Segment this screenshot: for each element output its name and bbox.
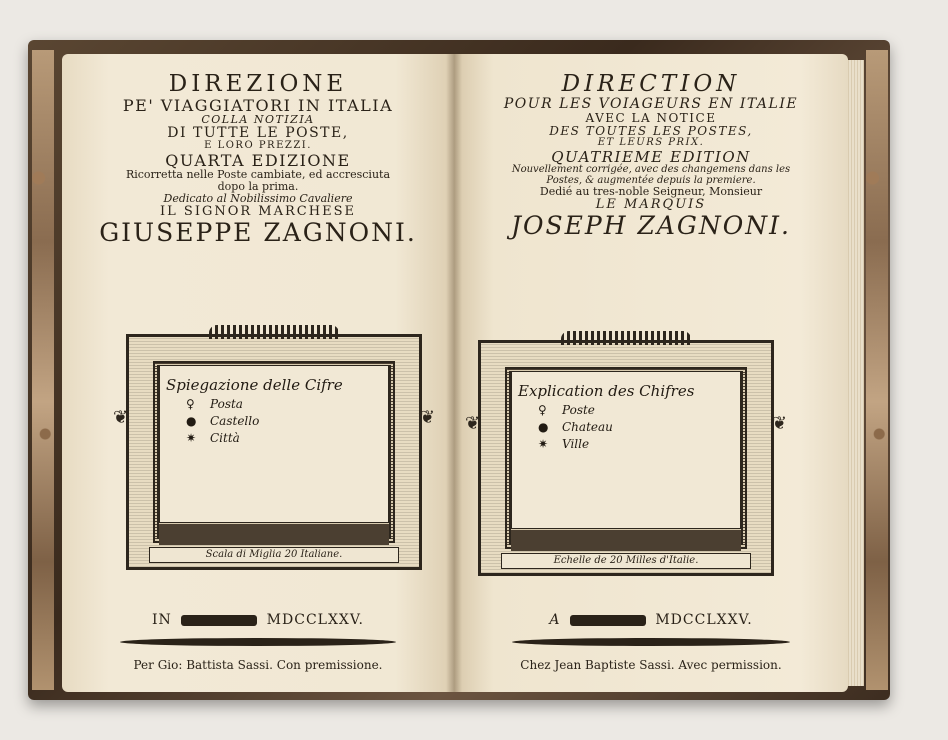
dedicatee-title: LE MARQUIS — [595, 197, 707, 213]
marbled-endpaper-right — [866, 50, 888, 690]
edition: QUARTA EDIZIONE — [165, 150, 351, 170]
right-page — [454, 54, 848, 692]
edition-note: Ricorretta nelle Poste cambiate, ed accresciuta — [125, 168, 391, 182]
subtitle-line: AVEC LA NOTICE — [585, 110, 717, 125]
dedicatee-name: JOSEPH ZAGNONI. — [511, 211, 791, 241]
printer-line: Chez Jean Baptiste Sassi. Avec permission. — [520, 658, 782, 672]
leaf-ornament-icon: ❦ — [771, 413, 787, 434]
left-title-block — [62, 72, 454, 246]
left-page — [62, 54, 454, 692]
subtitle: POUR LES VOIAGEURS EN ITALIE — [503, 95, 799, 112]
dedication: Dedicato al Nobilissimo Cavaliere — [163, 191, 353, 205]
crest-ornament — [561, 331, 691, 345]
frame-base — [511, 531, 741, 551]
crest-ornament — [209, 325, 339, 339]
engraved-frame — [465, 340, 787, 576]
book-gutter — [446, 54, 462, 692]
legend-item-city: ✷ Ville — [538, 437, 590, 451]
edition-note: dopo la prima. — [217, 180, 299, 194]
castle-icon: ● — [538, 420, 549, 434]
decorative-rule — [512, 638, 790, 646]
scale-label: Echelle de 20 Milles d'Italie. — [501, 553, 751, 569]
imprint: A MDCCLXXV. — [549, 612, 753, 628]
marbled-endpaper-left — [32, 50, 54, 690]
subtitle-line: E LORO PREZZI. — [204, 140, 312, 152]
legend-item-post: ♀ Posta — [186, 397, 243, 411]
right-title-block — [454, 72, 848, 239]
edition: QUATRIEME EDITION — [551, 147, 751, 166]
subtitle-line: ET LEURS PRIX. — [597, 136, 705, 148]
leaf-ornament-icon: ❦ — [419, 407, 435, 428]
post-icon: ♀ — [186, 397, 195, 411]
post-icon: ♀ — [538, 403, 547, 417]
page-edges — [846, 60, 864, 686]
subtitle-line: COLLA NOTIZIA — [201, 113, 315, 127]
dedicatee-name: GIUSEPPE ZAGNONI. — [99, 217, 417, 247]
engraved-frame — [113, 334, 435, 570]
legend-title: Explication des Chifres — [518, 382, 695, 400]
subtitle: PE' VIAGGIATORI IN ITALIA — [122, 95, 394, 115]
scale-label: Scala di Miglia 20 Italiane. — [149, 547, 399, 563]
subtitle-line: DES TOUTES LES POSTES, — [549, 123, 753, 138]
decorative-rule — [120, 638, 396, 646]
title: DIREZIONE — [168, 71, 348, 97]
title: DIRECTION — [561, 71, 741, 97]
frame-base — [159, 525, 389, 545]
legend-cartouche — [511, 371, 741, 529]
ink-blot — [181, 615, 257, 626]
edition-note: Postes, & augmentée depuis la premiere. — [546, 174, 756, 186]
legend-item-castle: ● Chateau — [538, 420, 613, 434]
imprint: IN MDCCLXXV. — [151, 612, 364, 628]
city-icon: ✷ — [538, 437, 549, 451]
legend-item-post: ♀ Poste — [538, 403, 595, 417]
ink-blot — [570, 615, 646, 626]
dedicatee-title: IL SIGNOR MARCHESE — [160, 203, 356, 219]
legend-title: Spiegazione delle Cifre — [166, 376, 343, 394]
leaf-ornament-icon: ❦ — [113, 407, 129, 428]
legend-cartouche — [159, 365, 389, 523]
dedication: Dedié au tres-noble Seigneur, Monsieur — [539, 185, 763, 199]
leaf-ornament-icon: ❦ — [465, 413, 481, 434]
printer-line: Per Gio: Battista Sassi. Con premissione. — [133, 658, 383, 672]
edition-note: Nouvellement corrigée, avec des changemens dans les — [511, 163, 791, 175]
castle-icon: ● — [186, 414, 197, 428]
subtitle-line: DI TUTTE LE POSTE, — [167, 124, 349, 141]
legend-item-city: ✷ Città — [186, 431, 240, 445]
legend-item-castle: ● Castello — [186, 414, 260, 428]
city-icon: ✷ — [186, 431, 197, 445]
